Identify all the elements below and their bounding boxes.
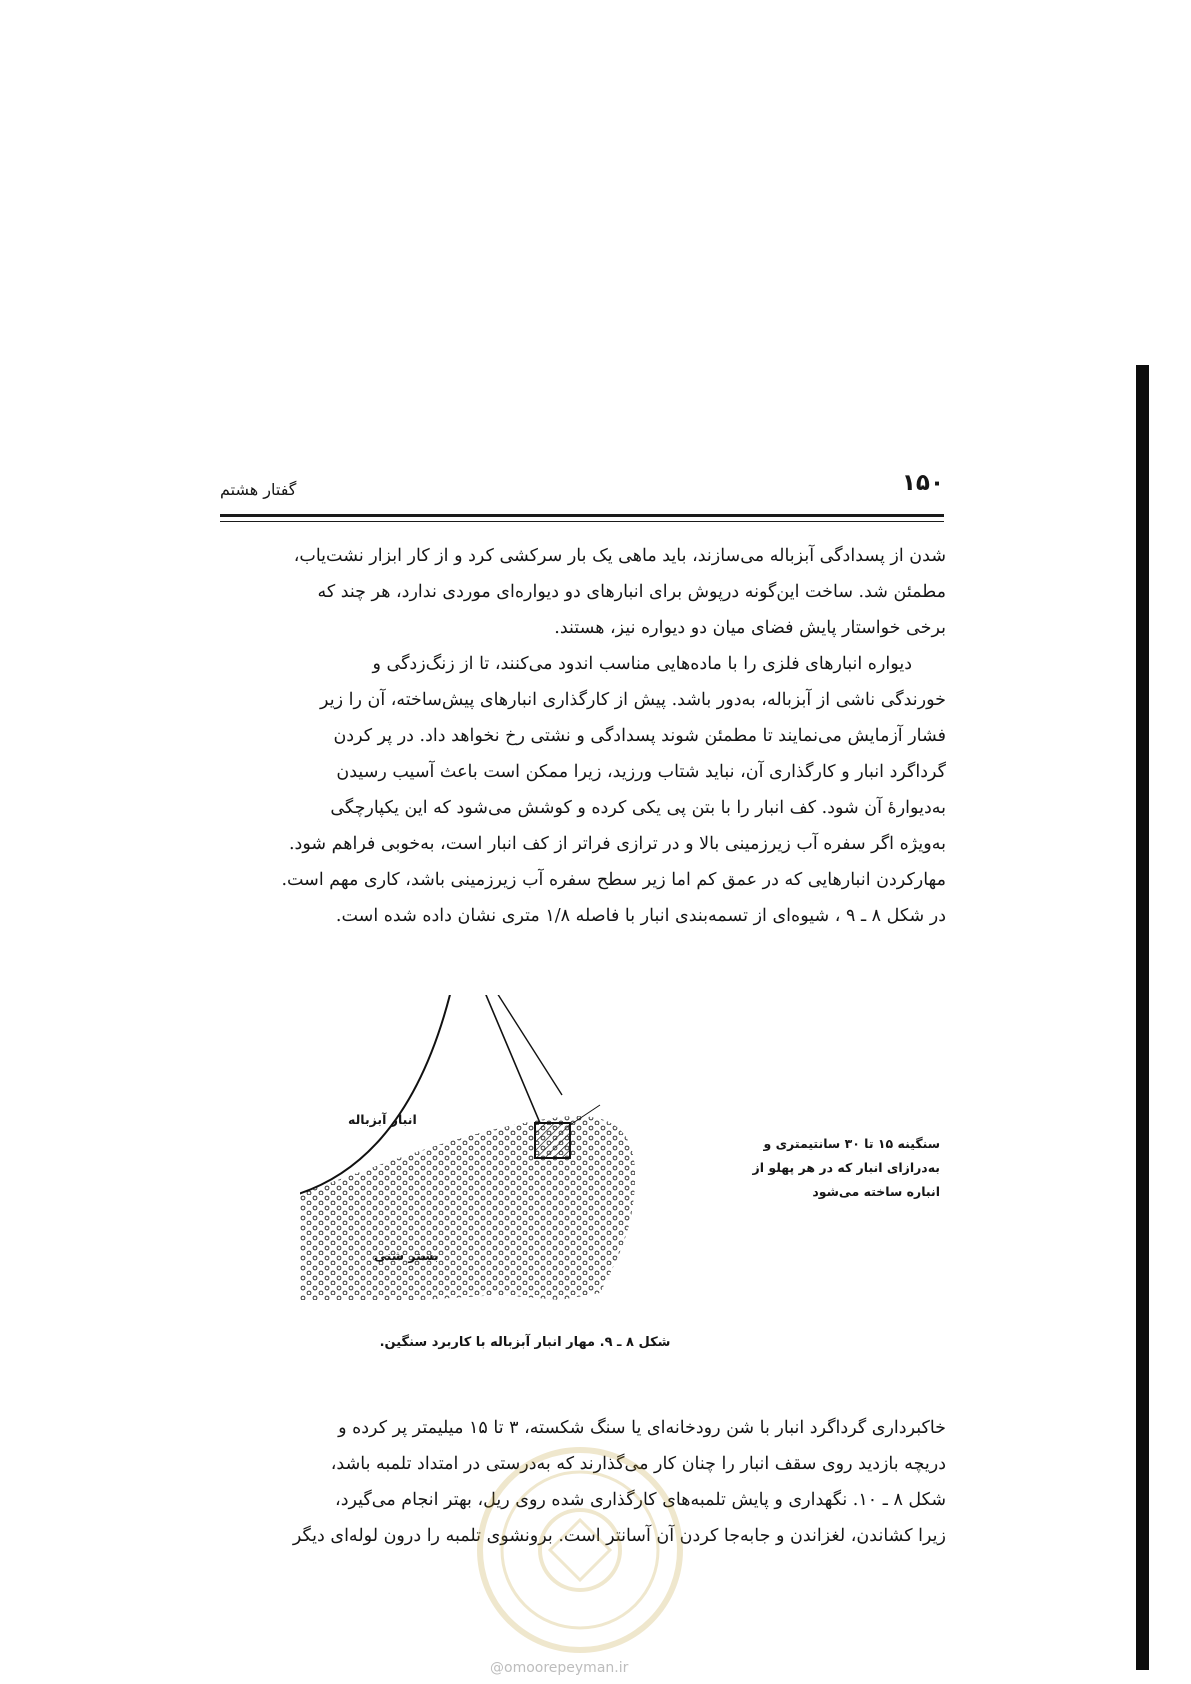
text-line: فشار آزمایش می‌نمایند تا مطمئن شوند پسدادگی و نشتی رخ نخواهد داد. در پر کردن: [333, 726, 946, 746]
strap-line-left: [462, 995, 540, 1123]
text-line: به‌ویژه اگر سفره آب زیرزمینی بالا و در ترازی فراتر از کف انبار است، به‌خوبی فراهم شود.: [288, 834, 946, 854]
gravel-bed: [300, 1116, 635, 1300]
page-number: ۱۵۰: [901, 470, 944, 496]
text-line: شکل ۸ ـ ۱۰. نگهداری و پایش تلمبه‌های کارگذاری شده روی ریل، بهتر انجام می‌گیرد،: [335, 1490, 946, 1510]
text-line: خورندگی ناشی از آبزباله، به‌دور باشد. پیش از کارگذاری انبارهای پیش‌ساخته، آن را زیر: [320, 690, 946, 710]
watermark-url: @omoorepeyman.ir: [490, 1660, 629, 1676]
text-line: در شکل ۸ ـ ۹ ، شیوه‌ای از تسمه‌بندی انبار با فاصله ۱/۸ متری نشان داده شده است.: [335, 906, 946, 926]
running-head: [220, 470, 944, 510]
header-rule-thick: [220, 514, 944, 517]
paragraph: [218, 538, 946, 646]
callout-line: سنگینه ۱۵ تا ۳۰ سانتیمتری و: [763, 1136, 940, 1151]
text-line: گرداگرد انبار و کارگذاری آن، نباید شتاب ورزید، زیرا ممکن است باعث آسیب رسیدن: [336, 762, 946, 782]
text-line: خاکبرداری گرداگرد انبار با شن رودخانه‌ای یا سنگ شکسته، ۳ تا ۱۵ میلیمتر پر کرده و: [338, 1418, 946, 1438]
figure-callout: [692, 1132, 940, 1204]
label-gravel-bed: بستر شنی: [374, 1248, 439, 1263]
watermark-seal: [470, 1440, 690, 1660]
paragraph: [218, 646, 946, 934]
body-text-top: [218, 538, 946, 934]
header-rule-thin: [220, 521, 944, 522]
figure-tank-anchoring: [300, 995, 720, 1325]
text-line: دریچه بازدید روی سقف انبار را چنان کار می‌گذارند که به‌درستی در امتداد تلمبه باشد،: [330, 1454, 946, 1474]
concrete-deadman: [535, 1123, 570, 1158]
chapter-title: گفتار هشتم: [220, 480, 297, 499]
text-line: برخی خواستار پایش فضای میان دو دیواره نیز، هستند.: [554, 618, 946, 638]
text-line: زیرا کشاندن، لغزاندن و جابه‌جا کردن آن آسانتر است. برونشوی تلمبه را درون لوله‌ای دیگر: [292, 1526, 946, 1546]
text-line: مهارکردن انبارهایی که در عمق کم اما زیر سطح سفره آب زیرزمینی باشد، کاری مهم است.: [281, 870, 946, 890]
label-tank: انبار آبزباله: [348, 1112, 417, 1127]
callout-line: انباره ساخته می‌شود: [812, 1184, 940, 1199]
figure-caption: شکل ۸ ـ ۹. مهار انبار آبزباله با کاربرد سنگین.: [379, 1335, 671, 1350]
scan-edge-bar: [1136, 365, 1149, 1670]
figure-drawing: [300, 995, 720, 1325]
callout-line: به‌درازای انبار که در هر پهلو از: [752, 1160, 940, 1175]
text-line: دیواره انبارهای فلزی را با ماده‌هایی مناسب اندود می‌کنند، تا از زنگ‌زدگی و: [372, 654, 912, 674]
strap-line-right: [462, 995, 562, 1095]
text-line: مطمئن شد. ساخت این‌گونه درپوش برای انبارهای دو دیواره‌ای موردی ندارد، هر چند که: [317, 582, 946, 602]
text-line: شدن از پسدادگی آبزباله می‌سازند، باید ماهی یک بار سرکشی کرد و از کار ابزار نشت‌یاب،: [293, 546, 946, 566]
text-line: به‌دیوارهٔ آن شود. کف انبار را با بتن پی یکی کرده و کوشش می‌شود که این یکپارچگی: [330, 798, 946, 818]
